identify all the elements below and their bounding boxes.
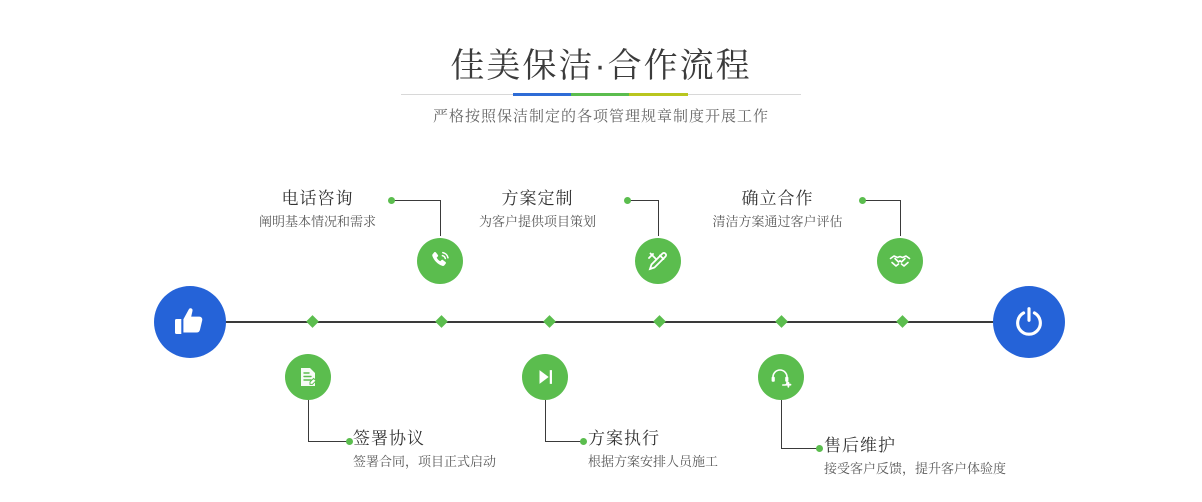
step-title-5: 确立合作 [741,189,814,208]
document-edit-icon [296,365,320,389]
title-divider [401,93,801,96]
step-label-1 [240,188,395,232]
step-desc-5: 清洁方案通过客户评估 [712,214,843,229]
step-title-1: 电话咨询 [281,189,354,208]
timeline-node [653,315,666,328]
step-label-3 [455,188,620,232]
step-icon-5 [877,238,923,284]
step-label-5 [695,188,860,232]
step-title-6: 售后维护 [824,436,896,455]
divider-accent-blue [513,93,571,96]
connector-step-6-horizontal [781,448,819,449]
connector-step-2-vertical [308,400,309,441]
connector-dot-step-6 [816,445,823,452]
step-title-4: 方案执行 [588,429,660,448]
thumbs-up-icon [172,304,208,340]
step-label-2 [353,428,496,472]
step-icon-2 [285,354,331,400]
timeline-node [543,315,556,328]
end-endpoint [993,286,1065,358]
phone-call-icon [428,249,452,273]
page-subtitle: 严格按照保洁制定的各项管理规章制度开展工作 [432,108,769,125]
timeline-axis [160,321,1030,323]
connector-step-4-horizontal [545,441,583,442]
connector-step-5-vertical [900,200,901,236]
step-icon-6 [758,354,804,400]
step-title-2: 签署协议 [353,429,425,448]
step-desc-3: 为客户提供项目策划 [478,214,596,229]
connector-dot-step-5 [859,197,866,204]
timeline-node [775,315,788,328]
step-desc-1: 阐明基本情况和需求 [258,214,376,229]
divider-accent-green [571,93,629,96]
connector-step-1-vertical [440,200,441,236]
step-label-6 [824,435,1006,479]
connector-dot-step-3 [624,197,631,204]
connector-step-5-horizontal [862,200,900,201]
timeline-node [896,315,909,328]
step-title-3: 方案定制 [501,189,574,208]
connector-step-6-vertical [781,400,782,448]
timeline-node [435,315,448,328]
connector-dot-step-2 [346,438,353,445]
connector-step-1-horizontal [391,200,440,201]
timeline-node [306,315,319,328]
connector-step-3-horizontal [627,200,658,201]
power-icon [1012,305,1046,339]
step-desc-4: 根据方案安排人员施工 [588,454,719,469]
step-label-4 [588,428,718,472]
step-icon-4 [522,354,568,400]
divider-accent [513,93,688,96]
connector-step-2-horizontal [308,441,350,442]
step-icon-3 [635,238,681,284]
handshake-icon [888,249,912,273]
play-next-icon [534,366,556,388]
start-endpoint [154,286,226,358]
step-desc-6: 接受客户反馈，提升客户体验度 [824,461,1007,476]
step-desc-2: 签署合同，项目正式启动 [353,454,497,469]
pencil-ruler-icon [646,249,670,273]
connector-step-3-vertical [658,200,659,236]
step-icon-1 [417,238,463,284]
customer-service-add-icon [769,365,793,389]
divider-accent-olive [629,93,688,96]
connector-step-4-vertical [545,400,546,441]
connector-dot-step-4 [580,438,587,445]
page-title: 佳美保洁·合作流程 [450,47,752,85]
